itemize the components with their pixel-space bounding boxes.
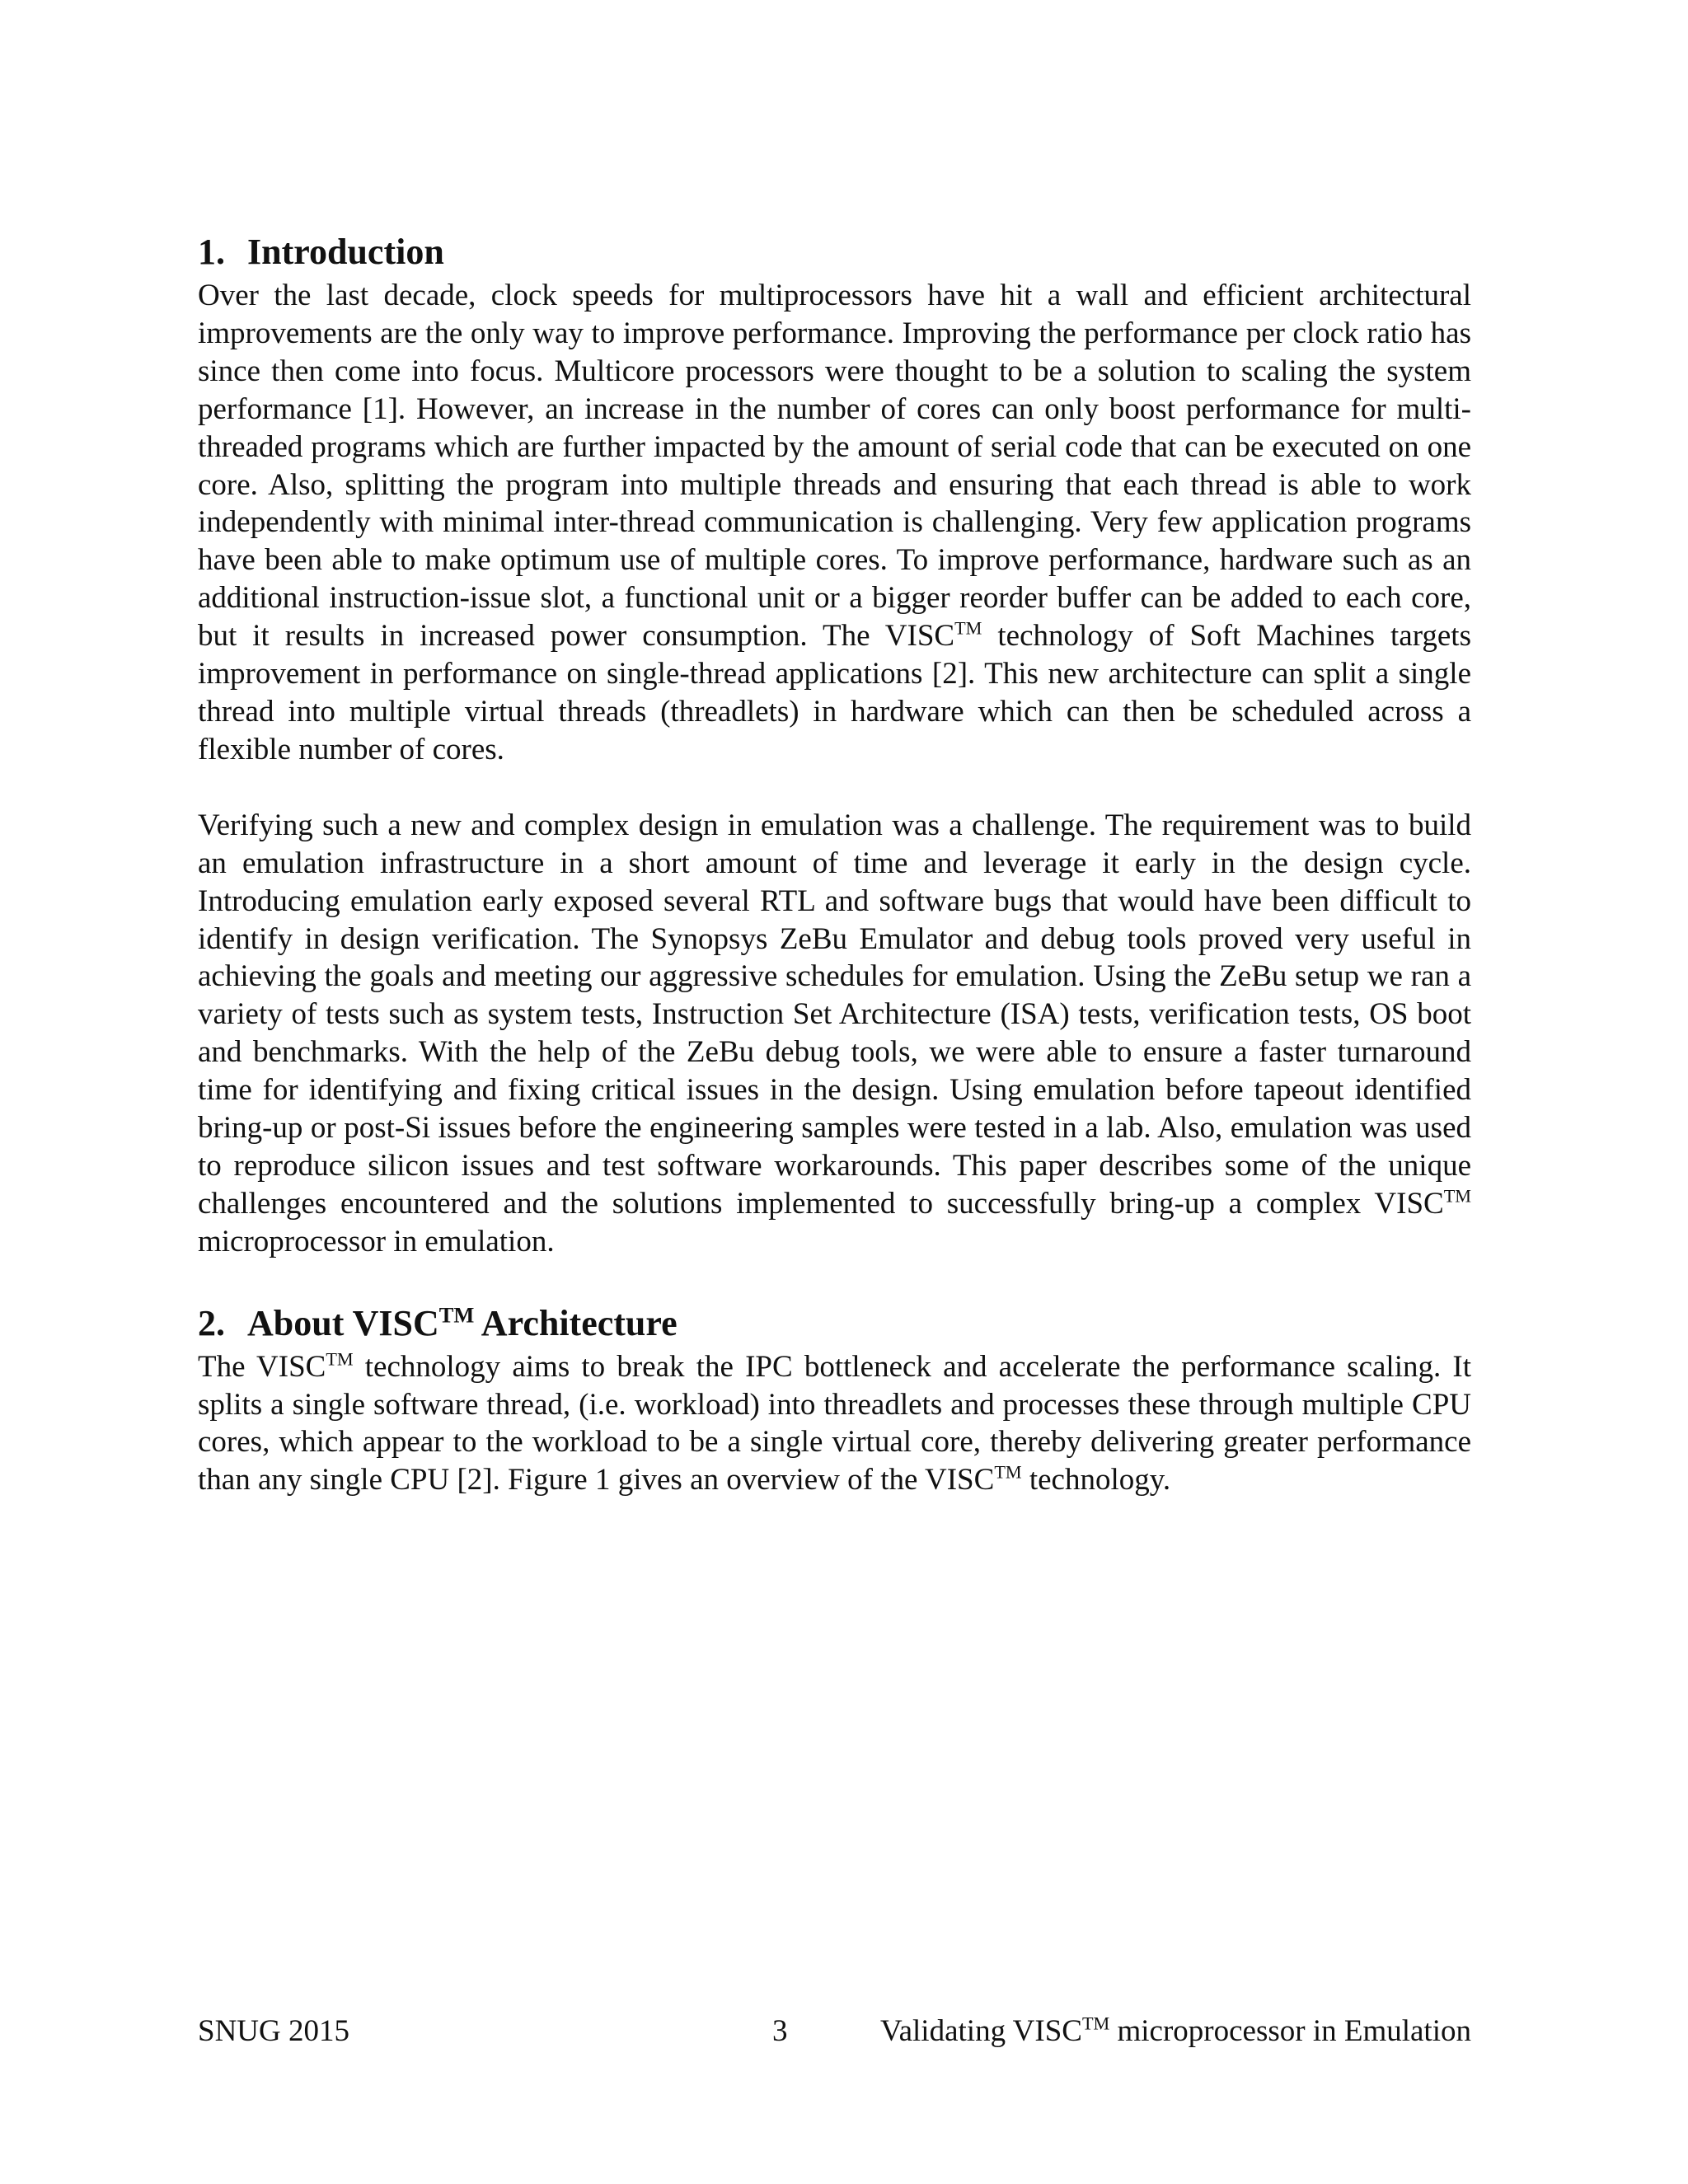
section-number: 1.	[198, 232, 225, 272]
trademark-mark: TM	[1443, 1185, 1471, 1207]
paragraph-about-visc	[198, 1348, 1471, 1500]
text-run: technology aims to break the IPC bottleneck and accelerate the performance scaling. It splits a single software thread, (i.e. workload) into threadlets and processes these through multiple CPU cores, which appear to the workload to be a single virtual core, thereby delivering greater performance than any single CPU [2]. Figure 1 gives an overview of the VISC	[198, 1349, 1471, 1497]
section-heading-introduction	[198, 231, 1471, 274]
footer-page-number: 3	[772, 2014, 788, 2048]
footer-title-prefix: Validating VISC	[879, 2014, 1082, 2048]
text-run: technology.	[1021, 1463, 1171, 1497]
page-content	[198, 231, 1471, 1499]
text-run: Over the last decade, clock speeds for multiprocessors have hit a wall and efficient architectural improvements are the only way to improve performance. Improving the performance per clock ratio has since then come into focus. Multicore processors were thought to be a solution to scaling the system performance [1]. However, an increase in the number of cores can only boost performance for multi-threaded programs which are further impacted by the amount of serial code that can be executed on one core. Also, splitting the program into multiple threads and ensuring that each thread is able to work independently with minimal inter-thread communication is challenging. Very few application programs have been able to make optimum use of multiple cores. To improve performance, hardware such as an additional instruction-issue slot, a functional unit or a bigger reorder buffer can be added to each core, but it results in increased power consumption. The VISC	[198, 279, 1471, 654]
text-run: technology of Soft Machines targets improvement in performance on single-thread applications [2]. This new architecture can split a single thread into multiple virtual threads (threadlets) in hardware which can then be scheduled across a flexible number of cores.	[198, 619, 1471, 766]
section-spacer	[198, 1261, 1471, 1302]
trademark-mark: TM	[326, 1348, 354, 1370]
page-footer	[198, 2013, 1471, 2054]
section-number: 2.	[198, 1302, 225, 1343]
paragraph-intro-2	[198, 807, 1471, 1261]
section-title: About VISC	[247, 1302, 439, 1343]
trademark-mark: TM	[994, 1462, 1022, 1483]
footer-conference: SNUG 2015	[198, 2014, 349, 2048]
text-run: Verifying such a new and complex design in emulation was a challenge. The requirement was to build an emulation infrastructure in a short amount of time and leverage it early in the design cycle. Introducing emulation early exposed several RTL and software bugs that would have been difficult to identify in design verification. The Synopsys ZeBu Emulator and debug tools proved very useful in achieving the goals and meeting our aggressive schedules for emulation. Using the ZeBu setup we ran a variety of tests such as system tests, Instruction Set Architecture (ISA) tests, verification tests, OS boot and benchmarks. With the help of the ZeBu debug tools, we were able to ensure a faster turnaround time for identifying and fixing critical issues in the design. Using emulation before tapeout identified bring-up or post-Si issues before the engineering samples were tested in a lab. Also, emulation was used to reproduce silicon issues and test software workarounds. This paper describes some of the unique challenges encountered and the solutions implemented to successfully bring-up a complex VISC	[198, 808, 1471, 1221]
section-heading-about-visc	[198, 1302, 1471, 1345]
footer-title	[880, 2013, 1471, 2050]
section-title: Introduction	[247, 232, 444, 272]
section-title-suffix: Architecture	[474, 1302, 678, 1343]
trademark-mark: TM	[954, 617, 982, 639]
trademark-mark: TM	[1081, 2013, 1110, 2034]
footer-title-suffix: microprocessor in Emulation	[1109, 2014, 1471, 2048]
text-run: microprocessor in emulation.	[198, 1224, 555, 1258]
trademark-mark: TM	[438, 1302, 475, 1327]
text-run: The VISC	[198, 1349, 326, 1384]
paragraph-intro-1	[198, 277, 1471, 769]
